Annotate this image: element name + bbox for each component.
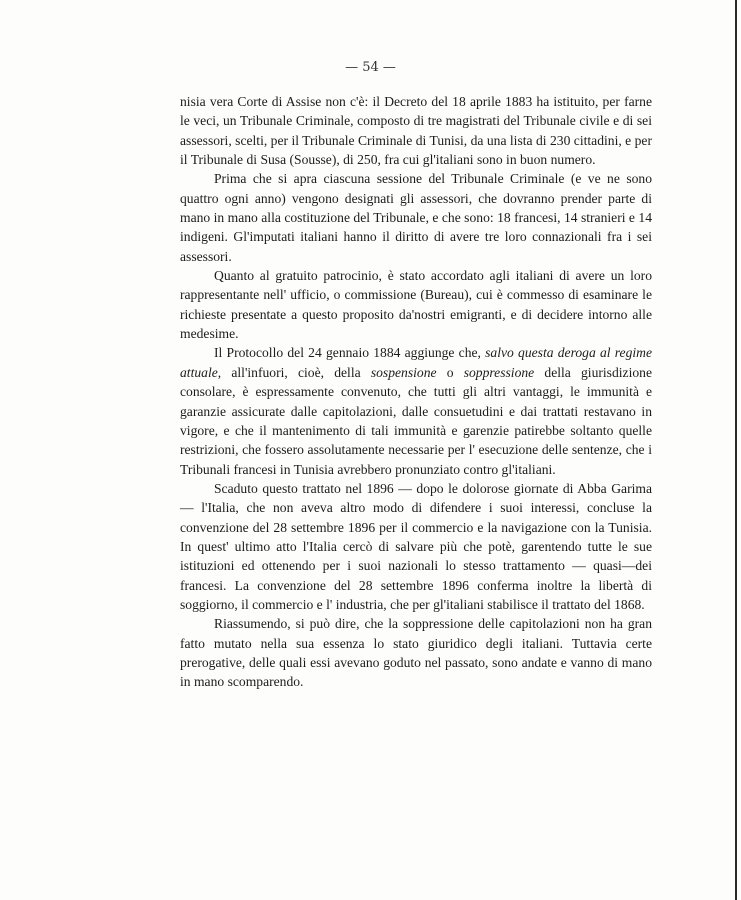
text-run: Riassumendo, si può dire, che la soppressione delle capitolazioni non ha gran fatto mutato nella sua essenza lo stato giuridico degli italiani. Tuttavia certe prerogative, delle quali essi avevano goduto nel passato, sono andate e vanno di mano in mano scomparendo. [180, 616, 652, 690]
paragraph [180, 614, 652, 691]
paragraph [180, 479, 652, 614]
text-run: nisia vera Corte di Assise non c'è: il Decreto del 18 aprile 1883 ha istituito, per farne le veci, un Tribunale Criminale, composto di tre magistrati del Tribunale civile e di sei assessori, scelti, per il Tribunale Criminale di Tunisi, da una lista di 230 cittadini, e per il Tribunale di Susa (Sousse), di 250, fra cui gl'italiani sono in buon numero. [180, 94, 652, 168]
text-run: Il Protocollo del 24 gennaio 1884 aggiunge che, [214, 345, 486, 361]
text-run: Scaduto questo trattato nel 1896 — dopo le dolorose giornate di Abba Garima — l'Italia, che non aveva altro modo di difendere i suoi interessi, concluse la convenzione del 28 settembre 1896 per il commercio e la navigazione con la Tunisia. In quest' ultimo atto l'Italia cercò di salvare più che potè, garentendo tutte le sue istituzioni ed ottenendo per i suoi nazionali lo stesso trattamento — quasi—dei francesi. La convenzione del 28 settembre 1896 conferma inoltre la libertà di soggiorno, il commercio e l' industria, che per gl'italiani stabilisce il trattato del 1868. [180, 480, 652, 612]
page-number: — 54 — [345, 60, 396, 75]
text-run: , all'infuori, cioè, della [217, 364, 371, 380]
text-run: o [436, 364, 464, 380]
paragraph [180, 343, 652, 478]
italic-text: soppressione [463, 364, 535, 380]
body-text [180, 92, 652, 692]
text-run: Quanto al gratuito patrocinio, è stato accordato agli italiani di avere un loro rappresentante nell' ufficio, o commissione (Bureau), cui è commesso di esaminare le richieste presentate a questo proposito da'nostri emigranti, e di decidere intorno alle medesime. [180, 268, 652, 342]
italic-text: sospensione [370, 364, 437, 380]
italic-text: salvo questa deroga al regime attuale [180, 345, 652, 380]
paragraph [180, 92, 652, 169]
text-run: Prima che si apra ciascuna sessione del Tribunale Criminale (e ve ne sono quattro ogni anno) vengono designati gli assessori, che dovranno prender parte di mano in mano alla costituzione del Tribunale, e che sono: 18 francesi, 14 stranieri e 14 indigeni. Gl'imputati italiani hanno il diritto di avere tre loro connazionali fra i sei assessori. [180, 171, 652, 264]
page-edge [735, 0, 737, 900]
paragraph [180, 266, 652, 343]
paragraph [180, 169, 652, 266]
text-run: della giurisdizione consolare, è espressamente convenuto, che tutti gli altri vantaggi, le immunità e garanzie assicurate dalle capitolazioni, dalle consuetudini e dai trattati restavano in vigore, e che il mantenimento di tali immunità e garenzie patirebbe soltanto quelle restrizioni, che fossero assolutamente necessarie per l' esecuzione delle sentenze, che i Tribunali francesi in Tunisia avrebbero pronunziato contro gl'italiani. [180, 364, 652, 477]
